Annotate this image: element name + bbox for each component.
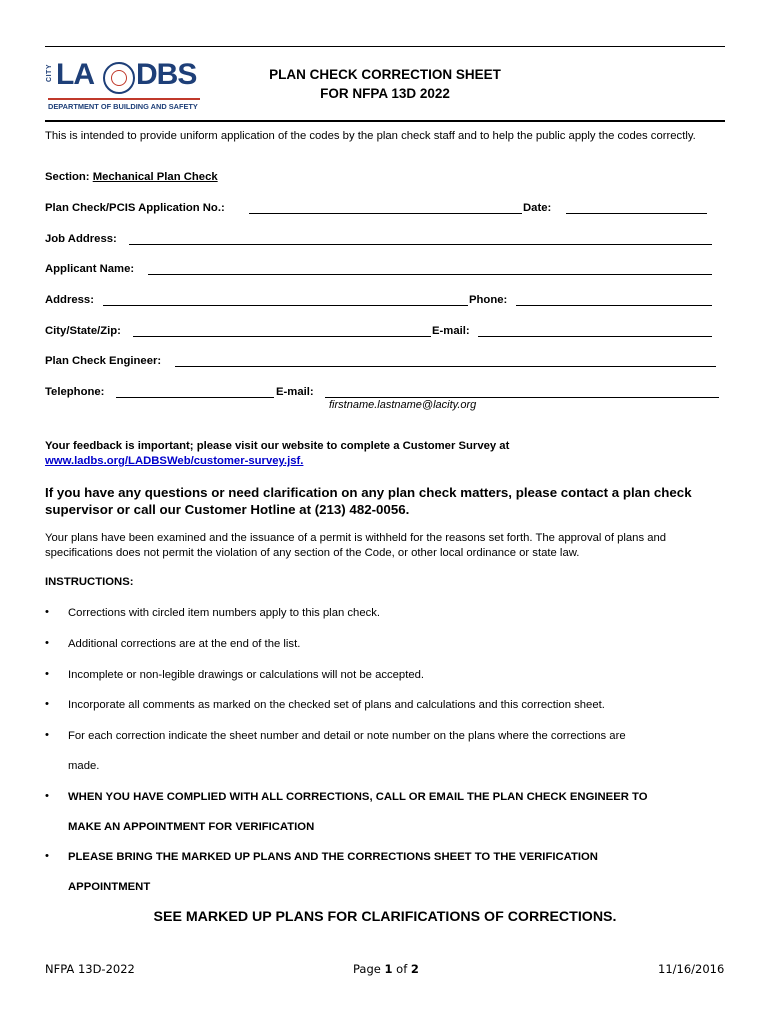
city-state-zip-label: City/State/Zip: [45, 325, 121, 337]
instruction-item-cont: made. [68, 760, 100, 772]
address-field[interactable] [103, 305, 468, 306]
bullet-icon: • [45, 790, 49, 802]
instruction-item: PLEASE BRING THE MARKED UP PLANS AND THE CORRECTIONS SHEET TO THE VERIFICATION [68, 851, 598, 863]
applicant-name-label: Applicant Name: [45, 263, 135, 275]
bullet-icon: • [45, 729, 49, 741]
engineer-email-field[interactable] [325, 397, 719, 398]
instructions-heading: INSTRUCTIONS: [45, 576, 134, 588]
feedback-text: Your feedback is important; please visit our website to complete a Customer Survey at [45, 440, 510, 452]
page-current: 1 [384, 962, 393, 976]
logo-dbs-text: DBS [136, 58, 197, 91]
date-label: Date: [523, 202, 552, 214]
bullet-icon: • [45, 698, 49, 710]
page-of: of [392, 962, 411, 976]
bullet-icon: • [45, 850, 49, 862]
engineer-field[interactable] [175, 366, 716, 367]
ladbs-logo [46, 60, 201, 114]
instruction-item: For each correction indicate the sheet number and detail or note number on the plans where the corrections are [68, 730, 626, 742]
intro-text: This is intended to provide uniform application of the codes by the plan check staff and to help the public apply the codes correctly. [45, 130, 696, 142]
instruction-item: Incorporate all comments as marked on the checked set of plans and calculations and this correction sheet. [68, 699, 605, 711]
email-label: E-mail: [432, 325, 470, 337]
hotline-text: If you have any questions or need clarification on any plan check matters, please contact a plan check supervisor or call our Customer Hotline at (213) 482-0056. [45, 485, 692, 517]
city-state-zip-field[interactable] [133, 336, 431, 337]
footer-date: 11/16/2016 [658, 962, 725, 976]
instruction-item-cont: MAKE AN APPOINTMENT FOR VERIFICATION [68, 821, 315, 833]
date-field[interactable] [566, 213, 707, 214]
phone-label: Phone: [469, 294, 508, 306]
section-label: Section: [45, 171, 93, 183]
application-no-label: Plan Check/PCIS Application No.: [45, 202, 225, 214]
engineer-label: Plan Check Engineer: [45, 355, 162, 367]
footer-doc-id: NFPA 13D-2022 [45, 962, 135, 976]
bullet-icon: • [45, 668, 49, 680]
email-field[interactable] [478, 336, 712, 337]
examined-text: Your plans have been examined and the issuance of a permit is withheld for the reasons set forth. The approval of plans and specifications does not permit the violation of any section of the Code, or other local ordinance or state law. [45, 532, 667, 559]
address-label: Address: [45, 294, 94, 306]
engineer-email-label: E-mail: [276, 386, 314, 398]
phone-field[interactable] [516, 305, 712, 306]
survey-link[interactable]: www.ladbs.org/LADBSWeb/customer-survey.jsf. [45, 455, 304, 467]
page-total: 2 [410, 962, 419, 976]
application-no-field[interactable] [249, 213, 522, 214]
instruction-item: Corrections with circled item numbers apply to this plan check. [68, 607, 381, 619]
instruction-item-cont: APPOINTMENT [68, 881, 151, 893]
page-prefix: Page [353, 962, 385, 976]
city-seal-icon [103, 62, 135, 94]
title-line-2: FOR NFPA 13D 2022 [320, 86, 450, 101]
logo-la-text: LA [56, 58, 94, 91]
email-hint: firstname.lastname@lacity.org [329, 399, 477, 411]
applicant-name-field[interactable] [148, 274, 712, 275]
instruction-item: Additional corrections are at the end of the list. [68, 638, 301, 650]
job-address-field[interactable] [129, 244, 712, 245]
footer-page-number [353, 962, 419, 976]
instruction-item: Incomplete or non-legible drawings or calculations will not be accepted. [68, 669, 425, 681]
instruction-item: WHEN YOU HAVE COMPLIED WITH ALL CORRECTIONS, CALL OR EMAIL THE PLAN CHECK ENGINEER TO [68, 791, 648, 803]
section-line [45, 171, 218, 183]
telephone-label: Telephone: [45, 386, 105, 398]
top-rule [45, 46, 725, 47]
bullet-icon: • [45, 637, 49, 649]
see-marked-text: SEE MARKED UP PLANS FOR CLARIFICATIONS OF CORRECTIONS. [153, 909, 617, 925]
section-value: Mechanical Plan Check [92, 171, 218, 183]
logo-bar [48, 98, 200, 100]
telephone-field[interactable] [116, 397, 274, 398]
header-rule [45, 120, 725, 122]
logo-dept-text: DEPARTMENT OF BUILDING AND SAFETY [48, 102, 198, 111]
bullet-icon: • [45, 606, 49, 618]
job-address-label: Job Address: [45, 233, 117, 245]
title-line-1: PLAN CHECK CORRECTION SHEET [269, 67, 501, 82]
logo-city-text: CITY [46, 64, 53, 82]
